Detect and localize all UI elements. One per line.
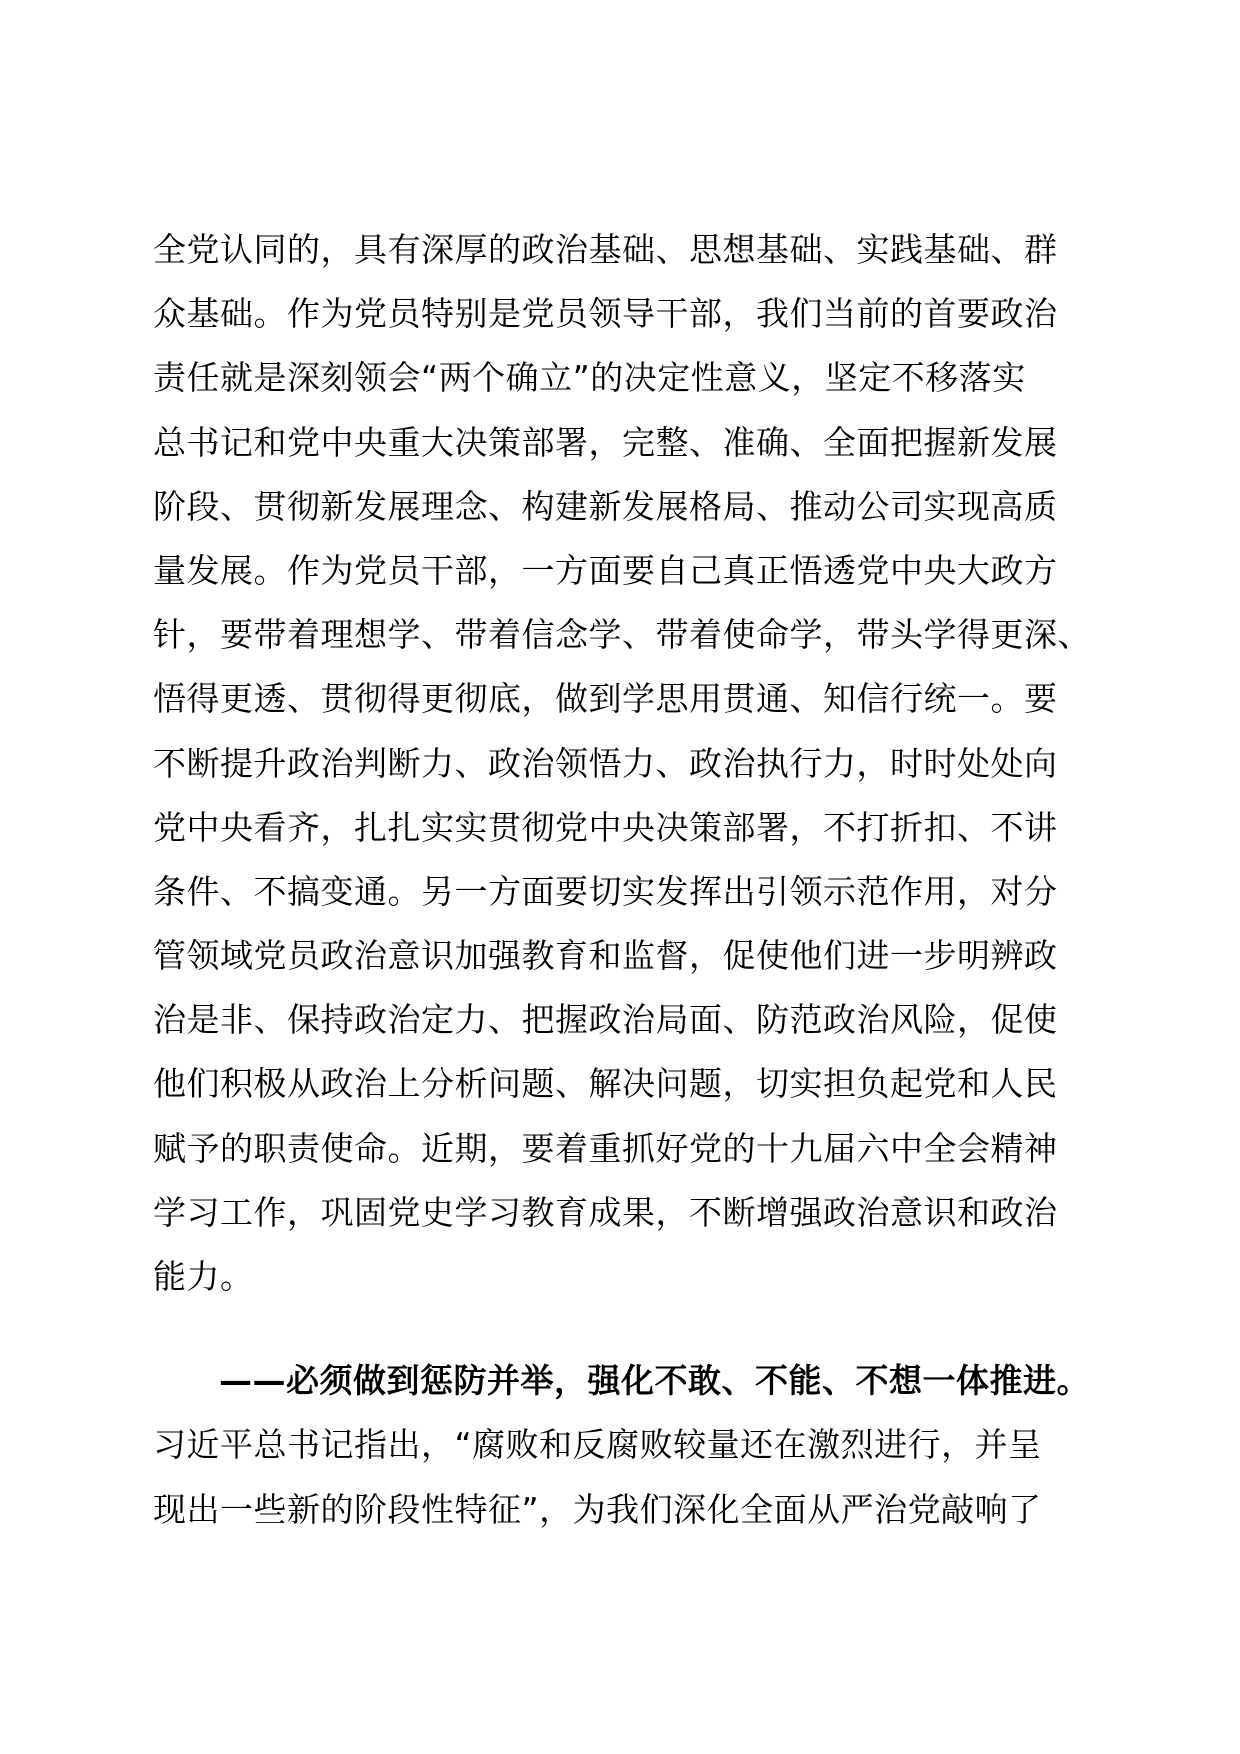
text-line: 习近平总书记指出，“腐败和反腐败较量还在激烈进行，并呈 bbox=[153, 1425, 1042, 1465]
text-line: 党中央看齐，扎扎实实贯彻党中央决策部署，不打折扣、不讲 bbox=[153, 807, 1058, 847]
text-line: 针，要带着理想学、带着信念学、带着使命学，带头学得更深、 bbox=[153, 615, 1091, 655]
text-line: 责任就是深刻领会“两个确立”的决定性意义，坚定不移落实 bbox=[153, 358, 1026, 398]
paragraph-1 bbox=[153, 218, 1093, 1309]
text-line: 众基础。作为党员特别是党员领导干部，我们当前的首要政治 bbox=[153, 294, 1058, 334]
text-line: 赋予的职责使命。近期，要着重抓好党的十九届六中全会精神 bbox=[153, 1128, 1058, 1168]
document-body bbox=[153, 218, 1093, 1542]
text-line: 管领域党员政治意识加强教育和监督，促使他们进一步明辨政 bbox=[153, 936, 1058, 976]
text-line: 条件、不搞变通。另一方面要切实发挥出引领示范作用，对分 bbox=[153, 871, 1058, 911]
paragraph-spacer bbox=[153, 1309, 1093, 1349]
text-line: 悟得更透、贯彻得更彻底，做到学思用贯通、知信行统一。要 bbox=[153, 679, 1058, 719]
text-line: 阶段、贯彻新发展理念、构建新发展格局、推动公司实现高质 bbox=[153, 486, 1058, 526]
text-line: 能力。 bbox=[153, 1257, 254, 1296]
text-line: 他们积极从政治上分析问题、解决问题，切实担负起党和人民 bbox=[153, 1064, 1058, 1104]
text-line: 现出一些新的阶段性特征”，为我们深化全面从严治党敲响了 bbox=[153, 1489, 1042, 1529]
section-heading: ——必须做到惩防并举，强化不敢、不能、不想一体推进。 bbox=[219, 1361, 1090, 1401]
text-line: 学习工作，巩固党史学习教育成果，不断增强政治意识和政治 bbox=[153, 1192, 1058, 1232]
text-line: 不断提升政治判断力、政治领悟力、政治执行力，时时处处向 bbox=[153, 743, 1058, 783]
text-line: 总书记和党中央重大决策部署，完整、准确、全面把握新发展 bbox=[153, 422, 1058, 462]
text-line: 全党认同的，具有深厚的政治基础、思想基础、实践基础、群 bbox=[153, 230, 1058, 269]
text-line: 量发展。作为党员干部，一方面要自己真正悟透党中央大政方 bbox=[153, 550, 1058, 590]
text-line: 治是非、保持政治定力、把握政治局面、防范政治风险，促使 bbox=[153, 1000, 1058, 1040]
paragraph-2 bbox=[153, 1349, 1093, 1542]
